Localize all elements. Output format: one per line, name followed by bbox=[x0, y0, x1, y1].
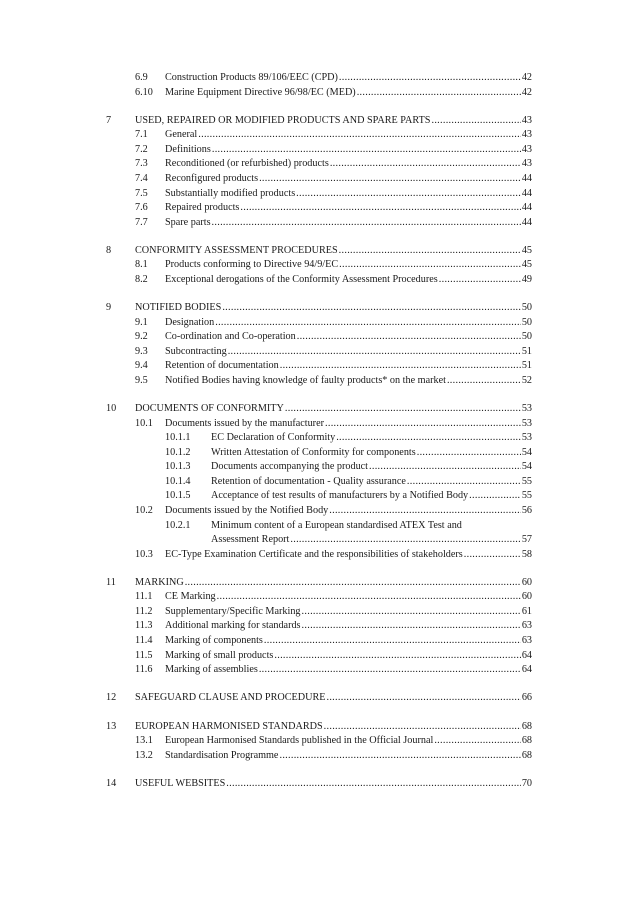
section-number: 7.3 bbox=[135, 158, 148, 170]
toc-entry-continuation[interactable] bbox=[0, 533, 638, 548]
toc-entry[interactable] bbox=[0, 734, 638, 749]
entry-title-line bbox=[135, 691, 532, 706]
entry-title-line bbox=[165, 172, 532, 187]
page-number: 45 bbox=[521, 244, 532, 256]
section-number: 6.10 bbox=[135, 86, 153, 98]
dot-leader bbox=[285, 402, 521, 417]
entry-title: Acceptance of test results of manufacturers by a Notified Body bbox=[211, 490, 469, 502]
page-number: 66 bbox=[521, 692, 532, 704]
dot-leader bbox=[274, 649, 520, 664]
dot-leader bbox=[407, 475, 521, 490]
dot-leader bbox=[212, 216, 521, 231]
dot-leader bbox=[357, 86, 521, 101]
section-number: 7.7 bbox=[135, 216, 148, 228]
entry-title-line bbox=[165, 216, 532, 231]
entry-title: Reconditioned (or refurbished) products bbox=[165, 158, 329, 170]
section-number: 10.1 bbox=[135, 417, 153, 429]
section-number: 10.2.1 bbox=[165, 519, 191, 531]
page-number: 43 bbox=[521, 114, 532, 126]
entry-title: Definitions bbox=[165, 143, 211, 155]
page-number: 52 bbox=[521, 374, 532, 386]
section-spacer bbox=[0, 388, 638, 402]
entry-title: NOTIFIED BODIES bbox=[135, 302, 222, 314]
dot-leader bbox=[439, 273, 521, 288]
page-number: 64 bbox=[521, 664, 532, 676]
page-number: 63 bbox=[521, 635, 532, 647]
toc-section-heading[interactable] bbox=[0, 114, 638, 129]
toc-entry[interactable] bbox=[0, 143, 638, 158]
dot-leader bbox=[330, 157, 521, 172]
section-number: 7.4 bbox=[135, 172, 148, 184]
entry-title-line bbox=[165, 359, 532, 374]
dot-leader bbox=[339, 258, 521, 273]
section-spacer bbox=[0, 763, 638, 777]
entry-title-line bbox=[165, 128, 532, 143]
toc-entry[interactable] bbox=[0, 374, 638, 389]
entry-title: Standardisation Programme bbox=[165, 749, 279, 761]
section-number: 7.1 bbox=[135, 129, 148, 141]
section-number: 10.1.2 bbox=[165, 446, 191, 458]
dot-leader bbox=[369, 460, 521, 475]
entry-title: Documents issued by the Notified Body bbox=[165, 504, 329, 516]
section-number: 9 bbox=[106, 302, 112, 314]
entry-title-line bbox=[135, 777, 532, 792]
toc-section-heading[interactable] bbox=[0, 777, 638, 792]
dot-leader bbox=[339, 244, 521, 259]
entry-title-line bbox=[165, 374, 532, 389]
section-number: 7.2 bbox=[135, 143, 148, 155]
dot-leader bbox=[296, 187, 521, 202]
entry-title: Written Attestation of Conformity for components bbox=[211, 446, 416, 458]
entry-title: Supplementary/Specific Marking bbox=[165, 605, 301, 617]
page-number: 42 bbox=[521, 86, 532, 98]
dot-leader bbox=[329, 504, 521, 519]
toc-entry[interactable] bbox=[0, 431, 638, 446]
toc-entry[interactable] bbox=[0, 359, 638, 374]
section-number: 7.5 bbox=[135, 187, 148, 199]
toc-entry[interactable] bbox=[0, 273, 638, 288]
page-number: 44 bbox=[521, 216, 532, 228]
entry-title-line bbox=[165, 590, 532, 605]
entry-title-line bbox=[165, 649, 532, 664]
page-number: 53 bbox=[521, 432, 532, 444]
section-number: 9.5 bbox=[135, 374, 148, 386]
dot-leader bbox=[434, 734, 521, 749]
page-number: 43 bbox=[521, 129, 532, 141]
dot-leader bbox=[212, 143, 521, 158]
page-number: 44 bbox=[521, 172, 532, 184]
page-number: 50 bbox=[521, 331, 532, 343]
toc-section-heading[interactable] bbox=[0, 301, 638, 316]
entry-title-line bbox=[165, 548, 532, 563]
entry-title: EC Declaration of Conformity bbox=[211, 432, 336, 444]
dot-leader bbox=[217, 590, 521, 605]
dot-leader bbox=[431, 114, 520, 129]
toc-section-heading[interactable] bbox=[0, 402, 638, 417]
entry-title: MARKING bbox=[135, 576, 184, 588]
entry-title-line bbox=[165, 417, 532, 432]
dot-leader bbox=[264, 634, 521, 649]
toc-entry[interactable] bbox=[0, 649, 638, 664]
section-spacer bbox=[0, 562, 638, 576]
entry-title: DOCUMENTS OF CONFORMITY bbox=[135, 403, 284, 415]
dot-leader bbox=[325, 417, 521, 432]
page-number: 49 bbox=[521, 273, 532, 285]
section-number: 10.1.3 bbox=[165, 461, 191, 473]
toc-section-heading[interactable] bbox=[0, 691, 638, 706]
page-number: 64 bbox=[521, 649, 532, 661]
entry-title: General bbox=[165, 129, 198, 141]
page-number: 44 bbox=[521, 187, 532, 199]
entry-title: Reconfigured products bbox=[165, 172, 259, 184]
entry-title-line bbox=[165, 86, 532, 101]
entry-title: Co-ordination and Co-operation bbox=[165, 331, 296, 343]
entry-title-line bbox=[211, 533, 532, 548]
toc-entry[interactable] bbox=[0, 489, 638, 504]
page-number: 51 bbox=[521, 360, 532, 372]
entry-title-line bbox=[135, 402, 532, 417]
toc-entry[interactable] bbox=[0, 86, 638, 101]
section-number: 12 bbox=[106, 692, 117, 704]
toc-entry[interactable] bbox=[0, 475, 638, 490]
entry-title-line bbox=[135, 244, 532, 259]
dot-leader bbox=[326, 691, 520, 706]
page-number: 58 bbox=[521, 548, 532, 560]
toc-entry[interactable] bbox=[0, 519, 638, 534]
toc-section-heading[interactable] bbox=[0, 576, 638, 591]
dot-leader bbox=[259, 172, 521, 187]
page-number: 61 bbox=[521, 605, 532, 617]
section-spacer bbox=[0, 100, 638, 114]
section-number: 11 bbox=[106, 576, 116, 588]
entry-title-line bbox=[211, 519, 532, 534]
entry-title: Documents accompanying the product bbox=[211, 461, 369, 473]
entry-title: Repaired products bbox=[165, 202, 240, 214]
toc-entry[interactable] bbox=[0, 216, 638, 231]
page-number: 43 bbox=[521, 143, 532, 155]
dot-leader bbox=[226, 777, 521, 792]
entry-title-line bbox=[165, 330, 532, 345]
entry-title-line bbox=[165, 734, 532, 749]
entry-title: Exceptional derogations of the Conformity Assessment Procedures bbox=[165, 273, 438, 285]
page-number: 63 bbox=[521, 620, 532, 632]
dot-leader bbox=[279, 749, 520, 764]
entry-title: Subcontracting bbox=[165, 345, 227, 357]
entry-title: USED, REPAIRED OR MODIFIED PRODUCTS AND SPARE PARTS bbox=[135, 114, 431, 126]
section-number: 10.1.4 bbox=[165, 475, 191, 487]
page-number: 70 bbox=[521, 777, 532, 789]
entry-title-continuation: Assessment Report bbox=[211, 534, 290, 546]
dot-leader bbox=[215, 316, 521, 331]
page-number: 44 bbox=[521, 202, 532, 214]
toc-entry[interactable] bbox=[0, 172, 638, 187]
page-number: 42 bbox=[521, 72, 532, 83]
toc-entry[interactable] bbox=[0, 201, 638, 216]
page-number: 68 bbox=[521, 735, 532, 747]
toc-entry[interactable] bbox=[0, 258, 638, 273]
page-number: 53 bbox=[521, 417, 532, 429]
page-number: 60 bbox=[521, 591, 532, 603]
section-number: 10.2 bbox=[135, 504, 153, 516]
section-number: 8 bbox=[106, 244, 112, 256]
entry-title: Marking of components bbox=[165, 635, 263, 647]
toc-entry[interactable] bbox=[0, 316, 638, 331]
entry-title-line bbox=[165, 157, 532, 172]
dot-leader bbox=[280, 359, 521, 374]
section-number: 7 bbox=[106, 114, 112, 126]
entry-title: EC-Type Examination Certificate and the responsibilities of stakeholders bbox=[165, 548, 463, 560]
entry-title-line bbox=[165, 258, 532, 273]
entry-title: European Harmonised Standards published in the Official Journal bbox=[165, 735, 434, 747]
section-number: 9.2 bbox=[135, 331, 148, 343]
page-number: 55 bbox=[521, 490, 532, 502]
toc-section-heading[interactable] bbox=[0, 244, 638, 259]
entry-title: Marking of small products bbox=[165, 649, 274, 661]
dot-leader bbox=[339, 71, 521, 86]
entry-title: Retention of documentation - Quality assurance bbox=[211, 475, 406, 487]
page-number: 56 bbox=[521, 504, 532, 516]
section-number: 10 bbox=[106, 403, 117, 415]
entry-title: SAFEGUARD CLAUSE AND PROCEDURE bbox=[135, 692, 326, 704]
toc-entry[interactable] bbox=[0, 548, 638, 563]
section-number: 11.4 bbox=[135, 635, 153, 647]
entry-title: Construction Products 89/106/EEC (CPD) bbox=[165, 72, 338, 83]
entry-title-line bbox=[165, 345, 532, 360]
toc-entry[interactable] bbox=[0, 417, 638, 432]
toc-entry[interactable] bbox=[0, 460, 638, 475]
dot-leader bbox=[302, 605, 521, 620]
table-of-contents bbox=[0, 71, 638, 791]
toc-entry[interactable] bbox=[0, 605, 638, 620]
section-spacer bbox=[0, 678, 638, 692]
section-spacer bbox=[0, 706, 638, 720]
entry-title: EUROPEAN HARMONISED STANDARDS bbox=[135, 720, 323, 732]
section-number: 8.2 bbox=[135, 273, 148, 285]
page-number: 55 bbox=[521, 475, 532, 487]
entry-title-line bbox=[211, 431, 532, 446]
entry-title-line bbox=[211, 446, 532, 461]
dot-leader bbox=[240, 201, 520, 216]
section-spacer bbox=[0, 230, 638, 244]
dot-leader bbox=[290, 533, 520, 548]
entry-title-line bbox=[165, 71, 532, 86]
section-number: 10.1.5 bbox=[165, 490, 191, 502]
page-number: 54 bbox=[521, 446, 532, 458]
dot-leader bbox=[417, 446, 521, 461]
entry-title-line bbox=[135, 720, 532, 735]
entry-title-line bbox=[165, 634, 532, 649]
toc-entry[interactable] bbox=[0, 330, 638, 345]
entry-title: Products conforming to Directive 94/9/EC bbox=[165, 259, 339, 271]
toc-entry[interactable] bbox=[0, 504, 638, 519]
entry-title-line bbox=[165, 201, 532, 216]
page-number: 50 bbox=[521, 316, 532, 328]
entry-title-line bbox=[165, 605, 532, 620]
section-number: 6.9 bbox=[135, 72, 148, 83]
entry-title-line bbox=[211, 475, 532, 490]
entry-title: Minimum content of a European standardised ATEX Test and bbox=[211, 519, 462, 531]
dot-leader bbox=[336, 431, 521, 446]
entry-title-line bbox=[135, 114, 532, 129]
entry-title-line bbox=[165, 504, 532, 519]
section-number: 13.1 bbox=[135, 735, 153, 747]
entry-title-line bbox=[165, 619, 532, 634]
entry-title: Documents issued by the manufacturer bbox=[165, 417, 324, 429]
entry-title-line bbox=[135, 301, 532, 316]
toc-entry[interactable] bbox=[0, 590, 638, 605]
page-number: 57 bbox=[521, 534, 532, 546]
page-number: 68 bbox=[521, 720, 532, 732]
dot-leader bbox=[297, 330, 521, 345]
dot-leader bbox=[464, 548, 521, 563]
toc-entry[interactable] bbox=[0, 71, 638, 86]
entry-title-line bbox=[211, 489, 532, 504]
toc-entry[interactable] bbox=[0, 446, 638, 461]
section-number: 9.4 bbox=[135, 360, 148, 372]
dot-leader bbox=[185, 576, 521, 591]
page-number: 51 bbox=[521, 345, 532, 357]
section-number: 7.6 bbox=[135, 202, 148, 214]
entry-title-line bbox=[165, 187, 532, 202]
toc-section-heading[interactable] bbox=[0, 720, 638, 735]
entry-title-line bbox=[211, 460, 532, 475]
entry-title: Notified Bodies having knowledge of faulty products* on the market bbox=[165, 374, 446, 386]
page-number: 54 bbox=[521, 461, 532, 473]
entry-title: CE Marking bbox=[165, 591, 216, 603]
section-spacer bbox=[0, 287, 638, 301]
toc-entry[interactable] bbox=[0, 345, 638, 360]
entry-title-line bbox=[165, 663, 532, 678]
dot-leader bbox=[198, 128, 521, 143]
page-number: 68 bbox=[521, 749, 532, 761]
entry-title: Retention of documentation bbox=[165, 360, 279, 372]
section-number: 11.6 bbox=[135, 664, 153, 676]
toc-entry[interactable] bbox=[0, 749, 638, 764]
dot-leader bbox=[469, 489, 521, 504]
page-number: 53 bbox=[521, 403, 532, 415]
entry-title: Designation bbox=[165, 316, 215, 328]
section-number: 13 bbox=[106, 720, 117, 732]
dot-leader bbox=[228, 345, 521, 360]
entry-title: CONFORMITY ASSESSMENT PROCEDURES bbox=[135, 244, 338, 256]
entry-title: Spare parts bbox=[165, 216, 211, 228]
entry-title-line bbox=[165, 273, 532, 288]
entry-title-line bbox=[165, 143, 532, 158]
dot-leader bbox=[259, 663, 521, 678]
dot-leader bbox=[302, 619, 521, 634]
toc-entry[interactable] bbox=[0, 619, 638, 634]
toc-entry[interactable] bbox=[0, 663, 638, 678]
entry-title-line bbox=[165, 749, 532, 764]
dot-leader bbox=[324, 720, 521, 735]
toc-entry[interactable] bbox=[0, 187, 638, 202]
entry-title: Marine Equipment Directive 96/98/EC (MED) bbox=[165, 86, 356, 98]
entry-title: Marking of assemblies bbox=[165, 664, 258, 676]
dot-leader bbox=[222, 301, 521, 316]
entry-title: Additional marking for standards bbox=[165, 620, 301, 632]
section-number: 8.1 bbox=[135, 259, 148, 271]
toc-entry[interactable] bbox=[0, 128, 638, 143]
section-number: 10.1.1 bbox=[165, 432, 191, 444]
dot-leader bbox=[447, 374, 521, 389]
section-number: 9.3 bbox=[135, 345, 148, 357]
page-number: 45 bbox=[521, 259, 532, 271]
entry-title-line bbox=[165, 316, 532, 331]
toc-entry[interactable] bbox=[0, 634, 638, 649]
section-number: 9.1 bbox=[135, 316, 148, 328]
section-number: 10.3 bbox=[135, 548, 153, 560]
page-number: 50 bbox=[521, 302, 532, 314]
entry-title: Substantially modified products bbox=[165, 187, 296, 199]
section-number: 11.3 bbox=[135, 620, 153, 632]
section-number: 11.1 bbox=[135, 591, 153, 603]
page-number: 43 bbox=[521, 158, 532, 170]
entry-title: USEFUL WEBSITES bbox=[135, 777, 226, 789]
toc-entry[interactable] bbox=[0, 157, 638, 172]
section-number: 14 bbox=[106, 777, 117, 789]
section-number: 11.2 bbox=[135, 605, 153, 617]
section-number: 13.2 bbox=[135, 749, 153, 761]
section-number: 11.5 bbox=[135, 649, 153, 661]
page-number: 60 bbox=[521, 576, 532, 588]
entry-title-line bbox=[135, 576, 532, 591]
